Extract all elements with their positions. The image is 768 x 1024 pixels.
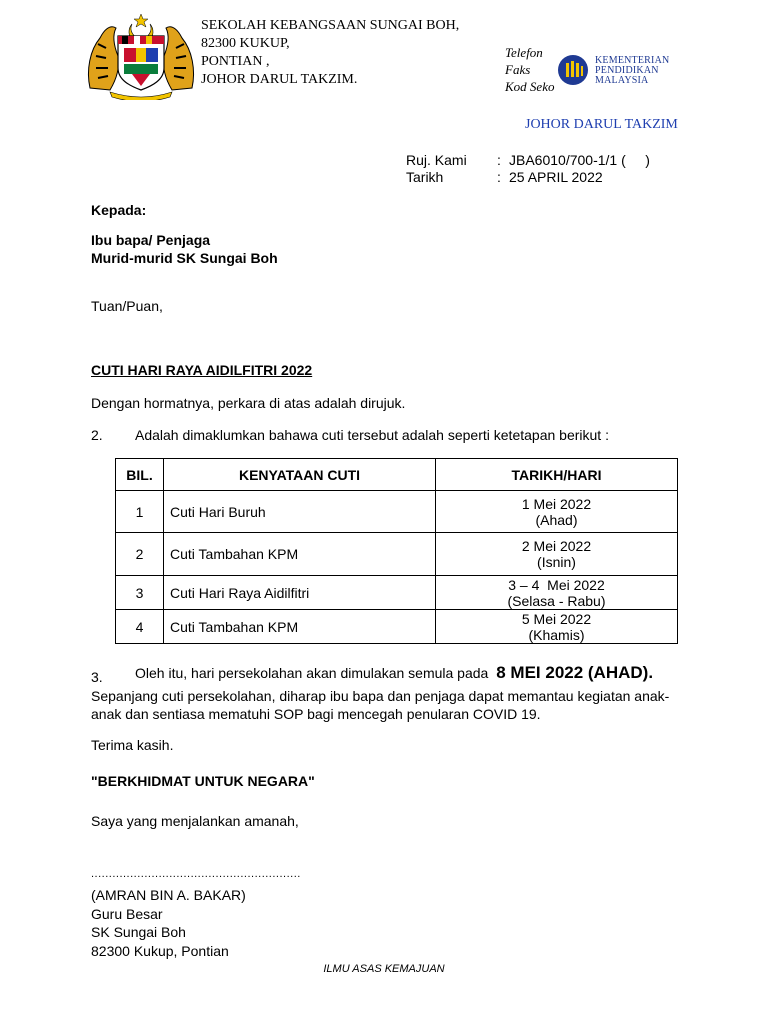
table-cell-date — [436, 533, 678, 576]
paragraph-3-first-line — [135, 663, 653, 683]
table-cell-date — [436, 491, 678, 533]
table-row — [116, 576, 678, 610]
signatory-address: 82300 Kukup, Pontian — [91, 943, 229, 959]
kpm-emblem-icon — [557, 54, 591, 86]
table-row — [116, 491, 678, 533]
ref-colon: : — [497, 152, 501, 168]
table-header-kenyataan: KENYATAAN CUTI — [164, 459, 436, 491]
trust-text: Saya yang menjalankan amanah, — [91, 813, 299, 829]
ref-value: JBA6010/700-1/1 ( ) — [509, 152, 650, 168]
table-header-bil: BIL. — [116, 459, 164, 491]
signatory-school: SK Sungai Boh — [91, 924, 186, 940]
table-cell-date — [436, 610, 678, 644]
recipient-line: Murid-murid SK Sungai Boh — [91, 250, 278, 266]
date-text: 2 Mei 2022 — [521, 538, 592, 554]
school-address-line: PONTIAN , — [201, 54, 270, 69]
table-row — [116, 533, 678, 576]
table-cell-desc: Cuti Hari Raya Aidilfitri — [164, 576, 436, 610]
date-text: 1 Mei 2022 — [521, 495, 592, 512]
table-cell-bil: 1 — [116, 491, 164, 533]
school-address-line: SEKOLAH KEBANGSAAN SUNGAI BOH, — [201, 18, 460, 33]
contact-faks-label: Faks — [505, 62, 531, 77]
day-text: (Selasa - Rabu) — [507, 592, 606, 609]
signature-dots: ........................................................... — [91, 868, 301, 880]
table-header-tarikh: TARIKH/HARI — [436, 459, 678, 491]
date-colon: : — [497, 169, 501, 185]
date-label: Tarikh — [406, 169, 444, 185]
table-cell-bil: 3 — [116, 576, 164, 610]
jata-negara-crest-logo — [84, 10, 198, 100]
kpm-logo — [555, 54, 675, 86]
contact-block — [505, 44, 554, 95]
signatory-name: (AMRAN BIN A. BAKAR) — [91, 887, 246, 903]
signatory-title: Guru Besar — [91, 906, 163, 922]
ref-label: Ruj. Kami — [406, 152, 467, 168]
table-cell-bil: 2 — [116, 533, 164, 576]
kpm-wordmark — [595, 56, 669, 86]
paragraph-3-text: Oleh itu, hari persekolahan akan dimulakan semula pada — [135, 665, 489, 681]
table-header-row — [116, 459, 678, 491]
paragraph-3-line-2: Sepanjang cuti persekolahan, diharap ibu bapa dan penjaga dapat memantau kegiatan anak- — [91, 688, 670, 704]
leave-table — [115, 458, 678, 644]
resume-date-highlight: 8 MEI 2022 (AHAD). — [496, 663, 654, 682]
paragraph-2-text: Adalah dimaklumkan bahawa cuti tersebut adalah seperti ketetapan berikut : — [135, 427, 609, 443]
state-heading: JOHOR DARUL TAKZIM — [525, 117, 678, 132]
table-cell-date — [436, 576, 678, 610]
day-text: (Khamis) — [528, 626, 585, 643]
paragraph-1: Dengan hormatnya, perkara di atas adalah dirujuk. — [91, 395, 406, 411]
kepada-label: Kepada: — [91, 202, 147, 218]
table-cell-desc: Cuti Tambahan KPM — [164, 610, 436, 644]
motto-text: "BERKHIDMAT UNTUK NEGARA" — [91, 773, 315, 789]
kpm-line: PENDIDIKAN — [595, 65, 659, 76]
date-value: 25 APRIL 2022 — [509, 169, 603, 185]
paragraph-3-number: 3. — [91, 669, 103, 685]
table-row — [116, 610, 678, 644]
table-cell-bil: 4 — [116, 610, 164, 644]
contact-telefon-label: Telefon — [505, 45, 543, 60]
paragraph-2-number: 2. — [91, 427, 103, 443]
table-cell-desc: Cuti Tambahan KPM — [164, 533, 436, 576]
salutation: Tuan/Puan, — [91, 298, 163, 314]
day-text: (Isnin) — [537, 554, 576, 570]
kpm-line: MALAYSIA — [595, 75, 649, 86]
date-text: 5 Mei 2022 — [521, 610, 592, 627]
school-address-line: 82300 KUKUP, — [201, 36, 290, 51]
footer-motto: ILMU ASAS KEMAJUAN — [323, 963, 445, 975]
letter-subject: CUTI HARI RAYA AIDILFITRI 2022 — [91, 362, 313, 378]
thanks-text: Terima kasih. — [91, 737, 174, 753]
contact-kod-sekolah-label: Kod Seko — [505, 79, 555, 94]
date-text: 3 – 4 Mei 2022 — [508, 576, 605, 593]
school-address — [201, 17, 459, 89]
day-text: (Ahad) — [535, 511, 578, 528]
kpm-line: KEMENTERIAN — [595, 55, 670, 66]
paragraph-3-line-3: anak dan sentiasa mematuhi SOP bagi mencegah penularan COVID 19. — [91, 706, 541, 722]
table-cell-desc: Cuti Hari Buruh — [164, 491, 436, 533]
school-address-line: JOHOR DARUL TAKZIM. — [201, 72, 358, 87]
recipient-line: Ibu bapa/ Penjaga — [91, 232, 211, 248]
